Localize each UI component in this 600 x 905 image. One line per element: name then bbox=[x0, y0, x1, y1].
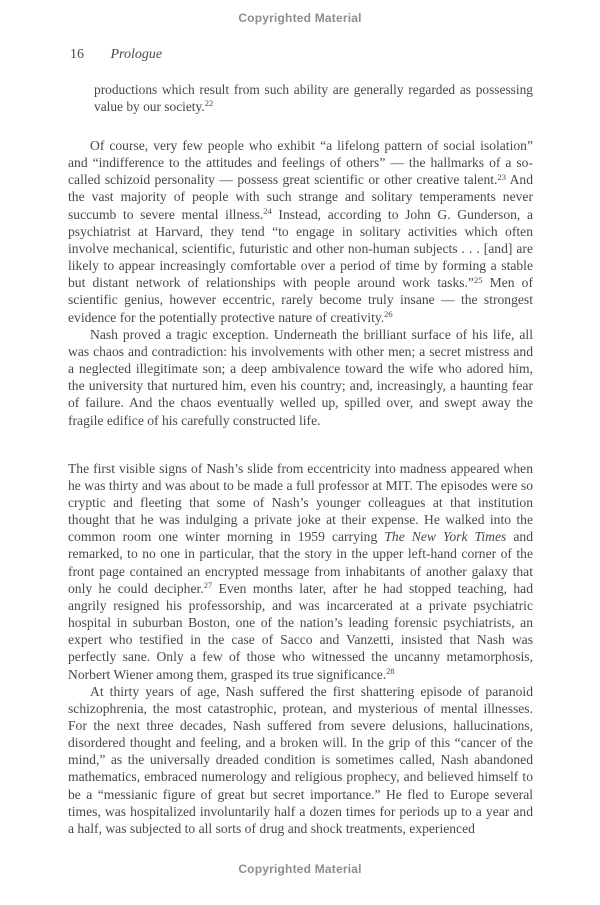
paragraph bbox=[68, 137, 533, 326]
text-run: And the vast majority of people with such strange and solitary temperaments never succumb to severe mental illness. bbox=[68, 172, 534, 222]
text-run: Men of scientific genius, however eccentric, rarely become truly insane — the strongest evidence for the potentially protective nature of creativity. bbox=[68, 275, 533, 325]
footnote-reference: 23 bbox=[497, 171, 506, 182]
paragraph bbox=[68, 460, 533, 683]
text-run: Of course, very few people who exhibit “a lifelong pattern of social isolation” and “indifference to the attitudes and feelings of others” — the hallmarks of a so-called schizoid personality — possess great scientific or other creative talent. bbox=[68, 138, 533, 188]
text-section bbox=[68, 460, 533, 837]
page-header bbox=[70, 47, 162, 63]
text-run: The first visible signs of Nash’s slide from eccentricity into madness appeared when he was thirty and was about to be made a full professor at MIT. The episodes were so cryptic and fleeting that some of Nash’s younger colleagues at that institution thought that he was indulging a private joke at their expense. He walked into the common room one winter morning in 1959 carrying bbox=[68, 460, 533, 545]
text-run: productions which result from such ability are generally regarded as possessing value by our society. bbox=[94, 82, 533, 114]
footnote-reference: 27 bbox=[203, 580, 213, 591]
italic-text: The New York Times bbox=[384, 529, 507, 545]
text-section bbox=[68, 137, 533, 429]
text-run: and remarked, to no one in particular, that the story in the upper left-hand corner of the front page contained an encrypted message from inhabitants of another galaxy that only he could decipher. bbox=[68, 529, 533, 596]
page-number: 16 bbox=[70, 47, 84, 62]
paragraph bbox=[68, 326, 533, 429]
footnote-reference: 26 bbox=[384, 309, 393, 320]
text-run: Nash proved a tragic exception. Underneath the brilliant surface of his life, all was chaos and contradiction: his involvements with other men; a secret mistress and a neglected illegitimate son; a deep ambivalence toward the wife who adored him, the university that nurtured him, even his country; and, increasingly, a haunting fear of failure. And the chaos eventually welled up, spilled over, and swept away the fragile edifice of his carefully constructed life. bbox=[68, 326, 533, 428]
paragraph bbox=[68, 683, 533, 837]
chapter-title: Prologue bbox=[110, 47, 163, 62]
copyright-banner-top: Copyrighted Material bbox=[238, 11, 362, 25]
footnote-reference: 28 bbox=[386, 666, 395, 677]
copyright-banner-bottom: Copyrighted Material bbox=[238, 862, 362, 876]
text-run: Even months later, after he had stopped teaching, had angrily resigned his professorship, and was incarcerated at a private psychiatric hospital in suburban Boston, one of the nation’s leading forensic psychiatrists, an expert who testified in the case of Sacco and Vanzetti, insisted that Nash was perfectly sane. Only a few of those who witnessed the uncanny metamorphosis, Norbert Wiener among them, grasped its true significance. bbox=[68, 580, 533, 682]
block-quote bbox=[94, 82, 533, 115]
text-run: At thirty years of age, Nash suffered the first shattering episode of paranoid schizophrenia, the most catastrophic, protean, and mysterious of mental illnesses. For the next three decades, Nash suffered from severe delusions, hallucinations, disordered thought and feeling, and a broken will. In the grip of this “cancer of the mind,” as the universally dreaded condition is sometimes called, Nash abandoned mathematics, embraced numerology and religious prophecy, and believed himself to be a “messianic figure of great but secret importance.” He fled to Europe several times, was hospitalized involuntarily half a dozen times for periods up to a year and a half, was subjected to all sorts of drug and shock treatments, experienced bbox=[68, 683, 533, 836]
text-run: Instead, according to John G. Gunderson, a psychiatrist at Harvard, they tend “to engage in solitary activities which often involve mechanical, scientific, futuristic and other non-human subjects . . . [and] are likely to appear increasingly comfortable over a period of time by forming a stable but distant network of relationships with people around work tasks.” bbox=[68, 206, 533, 291]
footnote-reference: 22 bbox=[204, 98, 214, 109]
footnote-reference: 24 bbox=[263, 206, 272, 217]
body-text bbox=[68, 137, 533, 837]
footnote-reference: 25 bbox=[473, 274, 483, 285]
